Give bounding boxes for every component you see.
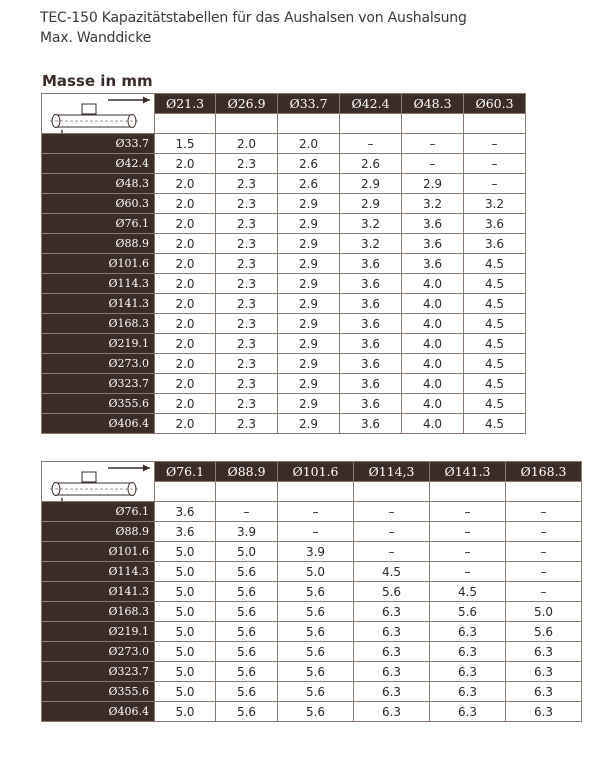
table-cell: 2.9 — [278, 294, 340, 314]
table-cell: 3.6 — [402, 214, 464, 234]
table-row — [42, 522, 582, 542]
table-cell: – — [340, 134, 402, 154]
table-cell: 2.0 — [155, 194, 216, 214]
table-cell: – — [506, 522, 582, 542]
table-cell: 4.5 — [464, 394, 526, 414]
table-row — [42, 682, 582, 702]
table-cell: 6.3 — [506, 662, 582, 682]
table-cell: – — [464, 174, 526, 194]
table-cell: – — [402, 134, 464, 154]
table-cell: 2.9 — [340, 194, 402, 214]
table-cell: 3.6 — [402, 234, 464, 254]
table-cell: – — [216, 502, 278, 522]
table-cell: 3.6 — [155, 522, 216, 542]
row-header: Ø60.3 — [42, 194, 155, 214]
table-cell: 2.3 — [216, 374, 278, 394]
row-header: Ø48.3 — [42, 174, 155, 194]
table-cell: – — [278, 522, 354, 542]
table-cell: 2.0 — [155, 294, 216, 314]
table-cell: 5.6 — [216, 582, 278, 602]
table-cell: – — [506, 502, 582, 522]
table-cell: 2.0 — [155, 414, 216, 434]
table-row — [42, 294, 526, 314]
table-cell: 5.6 — [278, 622, 354, 642]
table-cell: 5.0 — [506, 602, 582, 622]
table-cell: 4.0 — [402, 374, 464, 394]
table-cell: 6.3 — [430, 662, 506, 682]
table-cell: 2.3 — [216, 174, 278, 194]
table-row — [42, 622, 582, 642]
table-cell: 2.3 — [216, 274, 278, 294]
table-cell: 6.3 — [506, 702, 582, 722]
table-cell: 2.3 — [216, 234, 278, 254]
table-row — [42, 354, 526, 374]
table-cell: 2.9 — [402, 174, 464, 194]
table-cell: 2.9 — [340, 174, 402, 194]
table-cell: 4.5 — [354, 562, 430, 582]
table-cell: 3.6 — [340, 314, 402, 334]
table-row — [42, 194, 526, 214]
row-header: Ø141.3 — [42, 294, 155, 314]
table-cell: 2.6 — [340, 154, 402, 174]
table-cell: 3.2 — [340, 214, 402, 234]
table-cell: – — [402, 154, 464, 174]
table-cell: 4.0 — [402, 414, 464, 434]
row-header: Ø168.3 — [42, 314, 155, 334]
table-cell: – — [354, 522, 430, 542]
row-header: Ø76.1 — [42, 502, 155, 522]
table-cell: 5.0 — [155, 642, 216, 662]
table-cell: 2.0 — [155, 354, 216, 374]
table-cell: 6.3 — [354, 702, 430, 722]
table-cell: 2.3 — [216, 314, 278, 334]
table-cell: 2.9 — [278, 314, 340, 334]
table-cell: – — [506, 582, 582, 602]
table-cell: 2.0 — [155, 314, 216, 334]
column-header: Ø141.3 — [430, 462, 506, 482]
table-cell: 5.0 — [155, 702, 216, 722]
table-cell: – — [354, 502, 430, 522]
row-header: Ø406.4 — [42, 702, 155, 722]
table-cell: 2.0 — [155, 394, 216, 414]
column-header: Ø76.1 — [155, 462, 216, 482]
column-header: Ø26.9 — [216, 94, 278, 114]
table-cell: 6.3 — [430, 642, 506, 662]
table-cell: 5.0 — [155, 622, 216, 642]
table-cell: 5.6 — [278, 582, 354, 602]
table-cell: 4.5 — [430, 582, 506, 602]
table-cell: 3.6 — [340, 294, 402, 314]
table-cell: 2.3 — [216, 294, 278, 314]
table-cell: 2.6 — [278, 174, 340, 194]
table-row — [42, 582, 582, 602]
table-row — [42, 154, 526, 174]
table-cell: 4.5 — [464, 254, 526, 274]
table-cell: 3.6 — [340, 254, 402, 274]
table-cell: – — [354, 542, 430, 562]
table-cell: 6.3 — [354, 682, 430, 702]
table-row — [42, 542, 582, 562]
table-row — [42, 334, 526, 354]
column-header: Ø42.4 — [340, 94, 402, 114]
table-cell: 3.6 — [340, 274, 402, 294]
table-cell: 4.0 — [402, 274, 464, 294]
table-cell: 2.9 — [278, 194, 340, 214]
pipe-branch-diagram-icon — [42, 462, 155, 502]
table-cell: 2.6 — [278, 154, 340, 174]
row-header: Ø406.4 — [42, 414, 155, 434]
table-cell: 2.3 — [216, 194, 278, 214]
table-cell: 5.6 — [278, 642, 354, 662]
table-cell: 3.2 — [402, 194, 464, 214]
column-header: Ø101.6 — [278, 462, 354, 482]
table-cell: 5.0 — [155, 602, 216, 622]
row-header: Ø42.4 — [42, 154, 155, 174]
row-header: Ø114.3 — [42, 562, 155, 582]
row-header: Ø323.7 — [42, 662, 155, 682]
row-header: Ø88.9 — [42, 234, 155, 254]
blank-cell — [402, 114, 464, 134]
table-cell: 2.9 — [278, 374, 340, 394]
table-cell: 4.5 — [464, 294, 526, 314]
table-cell: 5.0 — [278, 562, 354, 582]
table-cell: 2.9 — [278, 414, 340, 434]
row-header: Ø33.7 — [42, 134, 155, 154]
table-cell: – — [278, 502, 354, 522]
table-cell: 6.3 — [506, 682, 582, 702]
table-cell: 4.5 — [464, 334, 526, 354]
table-cell: 4.5 — [464, 354, 526, 374]
table-cell: 2.3 — [216, 354, 278, 374]
row-header: Ø323.7 — [42, 374, 155, 394]
table-cell: – — [430, 542, 506, 562]
table-cell: 4.5 — [464, 414, 526, 434]
table-row — [42, 374, 526, 394]
row-header: Ø101.6 — [42, 254, 155, 274]
row-header: Ø273.0 — [42, 354, 155, 374]
table-cell: 4.0 — [402, 394, 464, 414]
table-cell: 3.6 — [340, 334, 402, 354]
diagram-cell — [42, 462, 155, 502]
column-header: Ø48.3 — [402, 94, 464, 114]
blank-cell — [506, 482, 582, 502]
table-row — [42, 414, 526, 434]
table-cell: 5.6 — [430, 602, 506, 622]
table-cell: 5.0 — [155, 582, 216, 602]
table-cell: 6.3 — [430, 622, 506, 642]
table-cell: 4.0 — [402, 294, 464, 314]
table-row — [42, 174, 526, 194]
table-cell: 2.0 — [216, 134, 278, 154]
table-row — [42, 562, 582, 582]
row-header: Ø76.1 — [42, 214, 155, 234]
table-cell: – — [430, 562, 506, 582]
table-cell: 6.3 — [354, 662, 430, 682]
table-cell: 2.3 — [216, 154, 278, 174]
table-row — [42, 702, 582, 722]
capacity-table-1 — [41, 93, 526, 434]
table-cell: 5.0 — [155, 682, 216, 702]
table-row — [42, 394, 526, 414]
table-header-row — [42, 462, 582, 482]
row-header: Ø168.3 — [42, 602, 155, 622]
row-header: Ø273.0 — [42, 642, 155, 662]
row-header: Ø355.6 — [42, 682, 155, 702]
blank-cell — [430, 482, 506, 502]
title-line-2: Max. Wanddicke — [40, 30, 152, 46]
blank-cell — [464, 114, 526, 134]
table-cell: 5.6 — [216, 642, 278, 662]
table-cell: 2.9 — [278, 214, 340, 234]
table-cell: 5.6 — [216, 662, 278, 682]
table-cell: 5.0 — [155, 662, 216, 682]
column-header: Ø114,3 — [354, 462, 430, 482]
table-cell: 3.6 — [464, 234, 526, 254]
row-header: Ø219.1 — [42, 622, 155, 642]
row-header: Ø219.1 — [42, 334, 155, 354]
column-header: Ø33.7 — [278, 94, 340, 114]
table-row — [42, 234, 526, 254]
pipe-branch-diagram-icon — [42, 94, 155, 134]
table-cell: 3.9 — [216, 522, 278, 542]
table-cell: 2.0 — [155, 214, 216, 234]
table-cell: 2.3 — [216, 414, 278, 434]
table-cell: 2.9 — [278, 354, 340, 374]
table-cell: 4.0 — [402, 334, 464, 354]
table-cell: 5.6 — [216, 562, 278, 582]
table-cell: 3.2 — [340, 234, 402, 254]
table-row — [42, 642, 582, 662]
table-cell: 3.2 — [464, 194, 526, 214]
table-cell: 2.0 — [155, 374, 216, 394]
table-cell: 2.3 — [216, 214, 278, 234]
table-cell: 6.3 — [506, 642, 582, 662]
table-row — [42, 314, 526, 334]
blank-cell — [278, 482, 354, 502]
table-cell: 5.6 — [278, 702, 354, 722]
blank-cell — [155, 114, 216, 134]
table-cell: 6.3 — [430, 682, 506, 702]
table-cell: 4.5 — [464, 374, 526, 394]
table-cell: 5.6 — [278, 662, 354, 682]
blank-cell — [155, 482, 216, 502]
table-cell: 5.0 — [216, 542, 278, 562]
table-cell: 3.6 — [340, 394, 402, 414]
table-cell: 3.6 — [155, 502, 216, 522]
table-cell: 5.6 — [216, 682, 278, 702]
table-row — [42, 214, 526, 234]
column-header: Ø88.9 — [216, 462, 278, 482]
table-cell: – — [506, 562, 582, 582]
table-cell: 5.0 — [155, 542, 216, 562]
table-cell: – — [506, 542, 582, 562]
table-cell: 3.6 — [402, 254, 464, 274]
column-header: Ø168.3 — [506, 462, 582, 482]
table-cell: 5.6 — [278, 682, 354, 702]
table-cell: 2.9 — [278, 274, 340, 294]
table-cell: 4.5 — [464, 274, 526, 294]
blank-cell — [340, 114, 402, 134]
table-cell: 5.6 — [278, 602, 354, 622]
table-cell: 3.6 — [464, 214, 526, 234]
table-row — [42, 602, 582, 622]
diagram-cell — [42, 94, 155, 134]
table-header-row — [42, 94, 526, 114]
table-cell: 3.6 — [340, 354, 402, 374]
table-cell: 2.0 — [155, 154, 216, 174]
column-header: Ø21.3 — [155, 94, 216, 114]
table-cell: 2.9 — [278, 394, 340, 414]
table-cell: 6.3 — [354, 602, 430, 622]
table-cell: 3.9 — [278, 542, 354, 562]
table-cell: 2.9 — [278, 254, 340, 274]
table-cell: 3.6 — [340, 374, 402, 394]
table-cell: – — [430, 522, 506, 542]
table-cell: 1.5 — [155, 134, 216, 154]
table-cell: 2.0 — [278, 134, 340, 154]
blank-cell — [354, 482, 430, 502]
table-row — [42, 662, 582, 682]
table-cell: 2.3 — [216, 394, 278, 414]
table-cell: 4.5 — [464, 314, 526, 334]
row-header: Ø88.9 — [42, 522, 155, 542]
blank-cell — [216, 482, 278, 502]
table-cell: 2.3 — [216, 334, 278, 354]
table-cell: – — [430, 502, 506, 522]
table-cell: – — [464, 154, 526, 174]
table-row — [42, 134, 526, 154]
table-cell: 2.0 — [155, 174, 216, 194]
table-row — [42, 502, 582, 522]
blank-cell — [216, 114, 278, 134]
table-cell: – — [464, 134, 526, 154]
table-cell: 5.6 — [506, 622, 582, 642]
table-cell: 5.6 — [216, 702, 278, 722]
table-cell: 5.6 — [354, 582, 430, 602]
table-cell: 5.0 — [155, 562, 216, 582]
document-title — [40, 8, 600, 48]
table-cell: 4.0 — [402, 354, 464, 374]
table-cell: 2.3 — [216, 254, 278, 274]
table-row — [42, 254, 526, 274]
table-cell: 5.6 — [216, 602, 278, 622]
row-header: Ø355.6 — [42, 394, 155, 414]
capacity-table-2 — [41, 461, 582, 722]
table-cell: 2.9 — [278, 234, 340, 254]
table-cell: 3.6 — [340, 414, 402, 434]
table-cell: 2.0 — [155, 334, 216, 354]
table-cell: 6.3 — [354, 622, 430, 642]
row-header: Ø114.3 — [42, 274, 155, 294]
table-row — [42, 274, 526, 294]
row-header: Ø141.3 — [42, 582, 155, 602]
section-label: Masse in mm — [42, 72, 153, 90]
table-cell: 2.0 — [155, 254, 216, 274]
table-cell: 2.9 — [278, 334, 340, 354]
table-cell: 6.3 — [430, 702, 506, 722]
table-cell: 4.0 — [402, 314, 464, 334]
table-cell: 6.3 — [354, 642, 430, 662]
title-line-1: TEC-150 Kapazitätstabellen für das Aushalsen von Aushalsung — [40, 10, 467, 26]
column-header: Ø60.3 — [464, 94, 526, 114]
table-cell: 5.6 — [216, 622, 278, 642]
blank-cell — [278, 114, 340, 134]
table-cell: 2.0 — [155, 274, 216, 294]
row-header: Ø101.6 — [42, 542, 155, 562]
table-cell: 2.0 — [155, 234, 216, 254]
